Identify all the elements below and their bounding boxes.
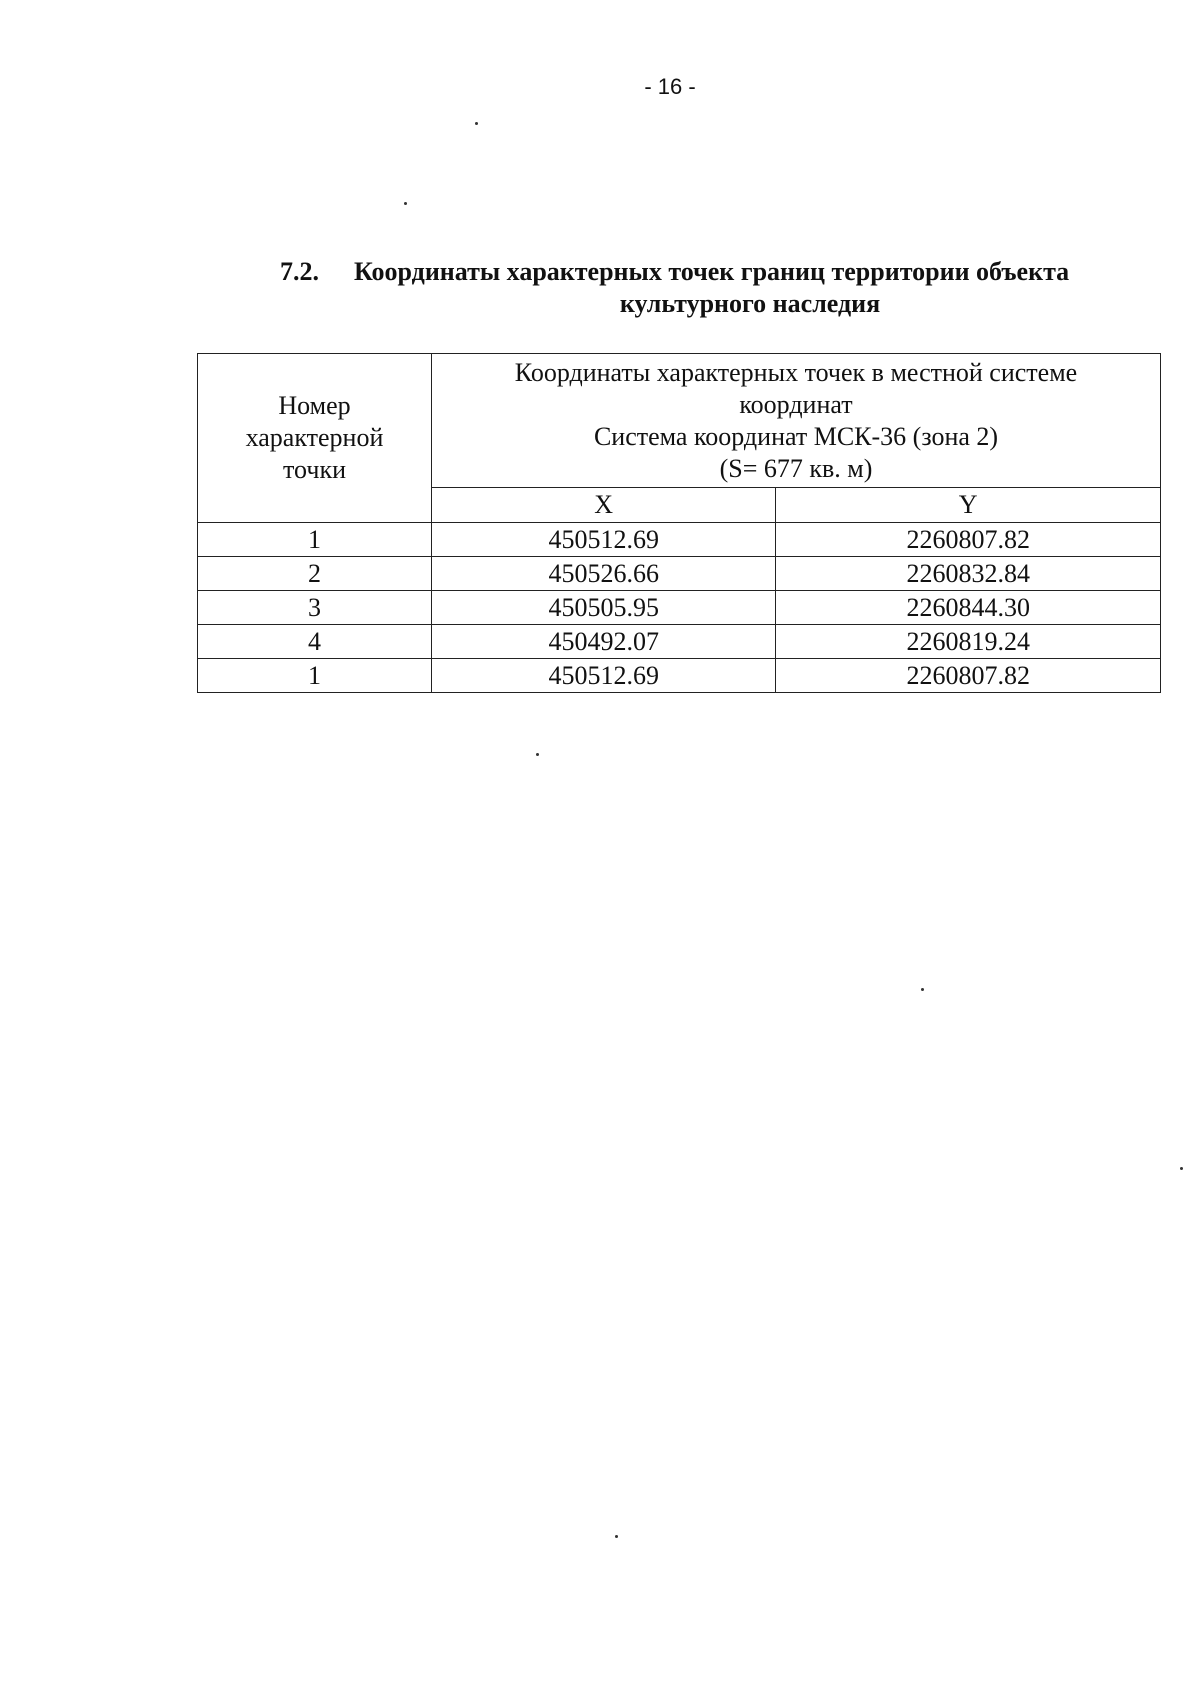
point-header-line: точки: [283, 455, 346, 484]
y-cell: 2260819.24: [776, 625, 1161, 659]
coordinates-table: [197, 353, 1161, 693]
scan-speck: [475, 122, 478, 125]
y-cell: 2260807.82: [776, 659, 1161, 693]
scan-speck: [404, 202, 407, 205]
point-header-line: Номер: [278, 391, 351, 420]
x-cell: 450505.95: [432, 591, 776, 625]
table-row: [198, 659, 1161, 693]
point-header-line: характерной: [245, 423, 384, 452]
x-cell: 450512.69: [432, 659, 776, 693]
scan-speck: [1180, 1167, 1183, 1170]
coordinates-header: [432, 354, 1161, 488]
scan-speck: [921, 988, 924, 991]
table-row: [198, 625, 1161, 659]
coords-header-line: координат: [739, 389, 853, 419]
scan-speck: [615, 1535, 618, 1538]
table-row: [198, 557, 1161, 591]
point-cell: 4: [198, 625, 432, 659]
point-cell: 1: [198, 659, 432, 693]
table-row: [198, 591, 1161, 625]
section-number: 7.2.: [280, 257, 319, 286]
section-title-line1: Координаты характерных точек границ территории объекта: [354, 257, 1070, 286]
page-number: - 16 -: [644, 74, 696, 99]
section-heading: [280, 256, 1160, 320]
coords-header-line: (S= 677 кв. м): [719, 453, 873, 483]
x-cell: 450526.66: [432, 557, 776, 591]
point-cell: 1: [198, 523, 432, 557]
coords-header-line: Координаты характерных точек в местной системе: [514, 357, 1078, 387]
point-number-header: [198, 354, 432, 523]
table-row: [198, 523, 1161, 557]
x-cell: 450512.69: [432, 523, 776, 557]
point-cell: 2: [198, 557, 432, 591]
x-column-header: X: [432, 488, 776, 523]
section-title-line2: культурного наследия: [619, 289, 881, 318]
y-cell: 2260832.84: [776, 557, 1161, 591]
x-cell: 450492.07: [432, 625, 776, 659]
coords-header-line: Система координат МСК-36 (зона 2): [593, 421, 999, 451]
y-cell: 2260807.82: [776, 523, 1161, 557]
y-cell: 2260844.30: [776, 591, 1161, 625]
scan-speck: [536, 753, 539, 756]
y-column-header: Y: [776, 488, 1161, 523]
point-cell: 3: [198, 591, 432, 625]
